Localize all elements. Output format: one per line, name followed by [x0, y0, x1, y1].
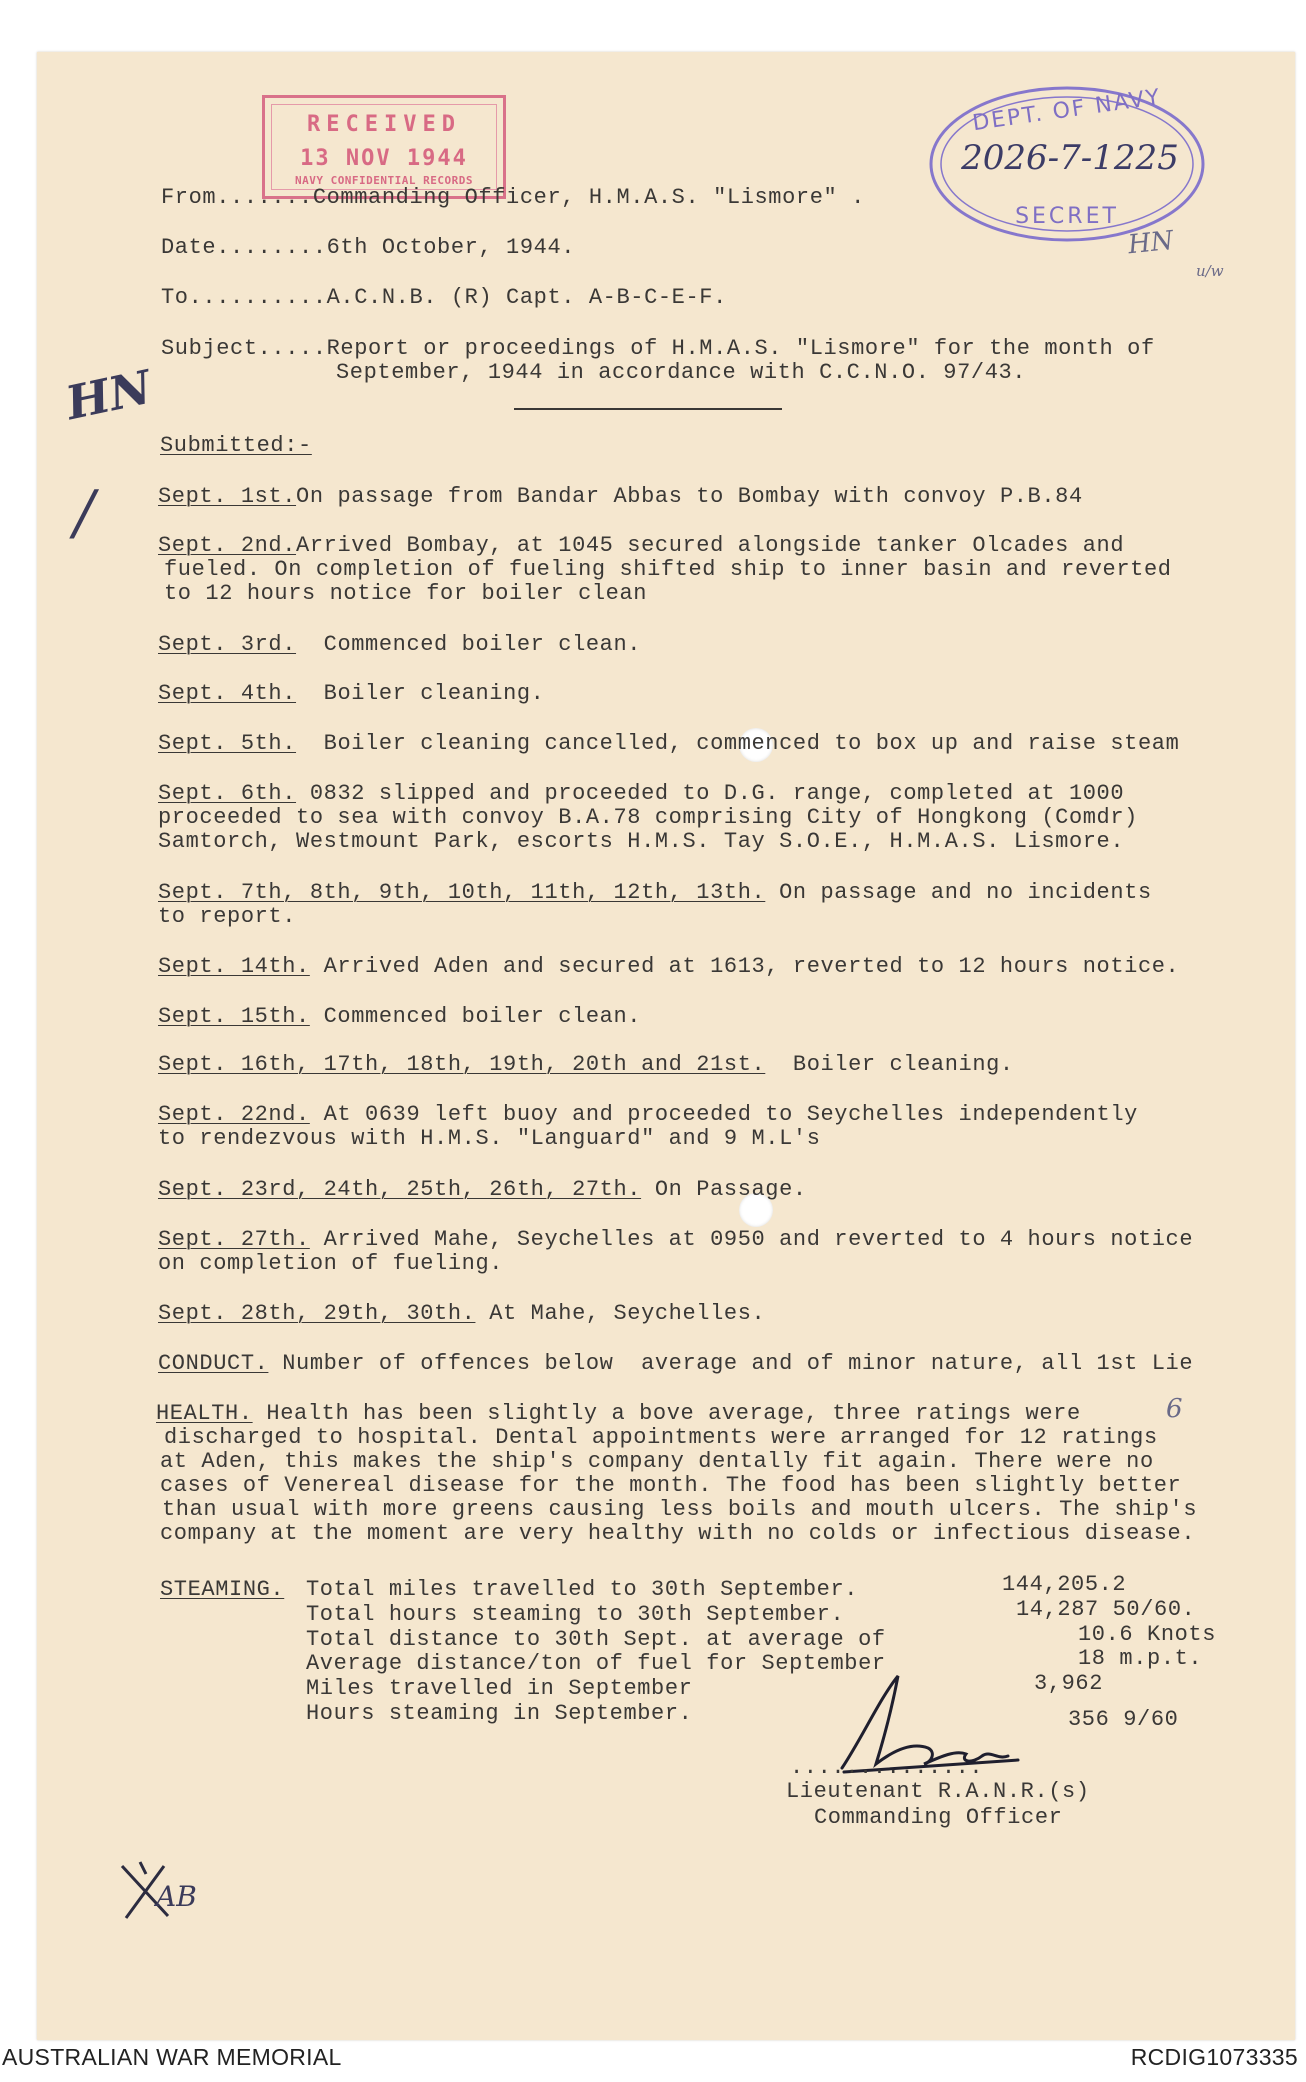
health-line: at Aden, this makes the ship's company dentally fit again. There were no — [160, 1449, 1154, 1474]
steaming-value: 10.6 Knots — [1078, 1622, 1217, 1647]
entry-sept-27: Sept. 27th. Arrived Mahe, Seychelles at 0950 and reverted to 4 hours notice — [158, 1227, 1194, 1252]
header-divider — [514, 408, 782, 410]
dept-navy-top: DEPT. OF NAVY — [970, 84, 1164, 137]
entry-sept-7-13-cont: to report. — [158, 904, 297, 929]
steaming-row-label: Hours steaming in September. — [306, 1701, 693, 1726]
entry-sept-16-21: Sept. 16th, 17th, 18th, 19th, 20th and 21st. Boiler cleaning. — [158, 1052, 1014, 1077]
entry-sept-7-13: Sept. 7th, 8th, 9th, 10th, 11th, 12th, 13th. On passage and no incidents — [158, 880, 1152, 905]
entry-sept-1: Sept. 1st.On passage from Bandar Abbas to Bombay with convoy P.B.84 — [158, 484, 1083, 509]
entry-sept-28-30: Sept. 28th, 29th, 30th. At Mahe, Seychelles. — [158, 1301, 766, 1326]
received-stamp-title: RECEIVED — [307, 112, 461, 137]
dept-navy-bottom: SECRET — [1015, 204, 1119, 229]
entry-sept-6-cont: proceeded to sea with convoy B.A.78 comprising City of Hongkong (Comdr) — [158, 805, 1138, 830]
entry-sept-5: Sept. 5th. Boiler cleaning cancelled, commenced to box up and raise steam — [158, 731, 1180, 756]
entry-sept-6: Sept. 6th. 0832 slipped and proceeded to D.G. range, completed at 1000 — [158, 781, 1125, 806]
entry-sept-22-cont: to rendezvous with H.M.S. "Languard" and 9 M.L's — [158, 1126, 821, 1151]
received-stamp — [262, 95, 506, 199]
received-stamp-note: NAVY CONFIDENTIAL RECORDS — [294, 174, 474, 187]
conduct-section: CONDUCT. Number of offences below average and of minor nature, all 1st Lie — [158, 1351, 1194, 1376]
handwritten-check: / — [74, 478, 95, 548]
handwritten-hn-right: HN — [1126, 225, 1175, 261]
received-stamp-date: 13 NOV 1944 — [300, 146, 468, 171]
health-section: HEALTH. Health has been slightly a bove average, three ratings were — [156, 1401, 1081, 1426]
health-line: company at the moment are very healthy with no colds or infectious disease. — [160, 1521, 1196, 1546]
header-subject: Subject.....Report or proceedings of H.M.A.S. "Lismore" for the month of — [161, 336, 1155, 361]
entry-sept-2-cont: fueled. On completion of fueling shifted ship to inner basin and reverted — [164, 557, 1172, 582]
steaming-value: 144,205.2 — [1002, 1572, 1127, 1597]
steaming-label: STEAMING. — [160, 1577, 285, 1602]
header-subject-cont: September, 1944 in accordance with C.C.N.O. 97/43. — [336, 360, 1027, 385]
entry-sept-4: Sept. 4th. Boiler cleaning. — [158, 681, 545, 706]
handwritten-health-mark: 6 — [1166, 1394, 1183, 1424]
header-date: Date........6th October, 1944. — [161, 235, 576, 260]
signature-rank: Lieutenant R.A.N.R.(s) — [786, 1779, 1090, 1804]
health-line: discharged to hospital. Dental appointments were arranged for 12 ratings — [164, 1425, 1158, 1450]
health-line: cases of Venereal disease for the month. The food has been slightly better — [160, 1473, 1182, 1498]
entry-sept-27-cont: on completion of fueling. — [158, 1251, 504, 1276]
header-from: From.......Commanding Officer, H.M.A.S. "Lismore" . — [161, 185, 865, 210]
handwritten-initials-right: u/w — [1196, 262, 1224, 280]
signature-dots: .............. — [790, 1755, 984, 1780]
steaming-value: 3,962 — [1034, 1671, 1104, 1696]
entry-sept-22: Sept. 22nd. At 0639 left buoy and proceeded to Seychelles independently — [158, 1102, 1138, 1127]
dept-navy-number: 2026-7-1225 — [961, 138, 1179, 178]
steaming-value: 14,287 50/60. — [1016, 1597, 1196, 1622]
footer-id: RCDIG1073335 — [1130, 2044, 1298, 2070]
entry-sept-2: Sept. 2nd.Arrived Bombay, at 1045 secured alongside tanker Olcades and — [158, 533, 1125, 558]
handwritten-hn-left: HN — [61, 359, 157, 431]
signature-title: Commanding Officer — [814, 1805, 1063, 1830]
entry-sept-23-27: Sept. 23rd, 24th, 25th, 26th, 27th. On Passage. — [158, 1177, 807, 1202]
dept-navy-stamp — [927, 84, 1207, 244]
steaming-row-label: Total distance to 30th Sept. at average of — [306, 1627, 886, 1652]
handwritten-initials-bottom: AB — [156, 1880, 197, 1913]
steaming-value: 18 m.p.t. — [1078, 1646, 1203, 1671]
steaming-row-label: Average distance/ton of fuel for September — [306, 1651, 886, 1676]
steaming-row-label: Miles travelled in September — [306, 1676, 693, 1701]
health-line: than usual with more greens causing less boils and mouth ulcers. The ship's — [162, 1497, 1198, 1522]
submitted-heading: Submitted:- — [160, 433, 312, 458]
header-to: To..........A.C.N.B. (R) Capt. A-B-C-E-F. — [161, 285, 727, 310]
entry-sept-15: Sept. 15th. Commenced boiler clean. — [158, 1004, 642, 1029]
steaming-value: 356 9/60 — [1068, 1707, 1179, 1732]
entry-sept-2-cont: to 12 hours notice for boiler clean — [164, 581, 648, 606]
footer-source: AUSTRALIAN WAR MEMORIAL — [2, 2044, 342, 2070]
entry-sept-14: Sept. 14th. Arrived Aden and secured at 1613, reverted to 12 hours notice. — [158, 954, 1180, 979]
entry-sept-6-cont: Samtorch, Westmount Park, escorts H.M.S. Tay S.O.E., H.M.A.S. Lismore. — [158, 829, 1125, 854]
entry-sept-3: Sept. 3rd. Commenced boiler clean. — [158, 632, 642, 657]
steaming-row-label: Total miles travelled to 30th September. — [306, 1577, 859, 1602]
steaming-row-label: Total hours steaming to 30th September. — [306, 1602, 845, 1627]
